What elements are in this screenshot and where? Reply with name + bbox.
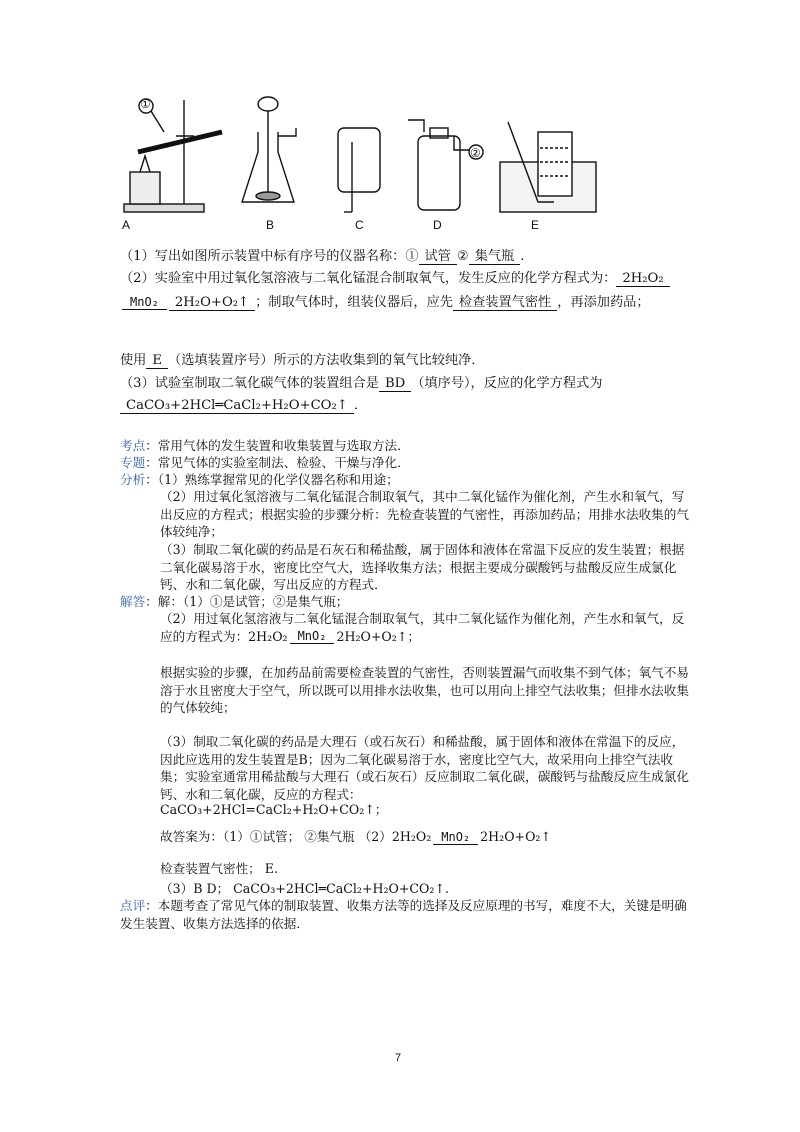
fenxi-2: （2）用过氧化氢溶液与二氧化锰混合制取氧气，其中二氧化锰作为催化剂，产生水和氧气，写出反应的方程式；根据实验的步骤分析：先检查装置的气密性，再添加药品；用排水法收集的气体较纯净； [160, 489, 689, 539]
answer-reactant: 2H₂O₂ [616, 271, 669, 287]
question-2-line1: （2）实验室中用过氧化氢溶液与二氧化锰混合制取氧气，发生反应的化学方程式为： 2H₂O₂ [120, 270, 670, 288]
answer-3-eq: CaCO₃+2HCl=CaCl₂+H₂O+CO₂↑； [160, 802, 388, 817]
final-answer-b: 检查装置气密性； E. [160, 861, 278, 876]
label-b: B [266, 218, 275, 232]
answer-e: E [146, 353, 168, 369]
page-number: 7 [395, 1052, 402, 1064]
question-3-line1: （3）试验室制取二氧化碳气体的装置组合是 BD （填序号），反应的化学方程式为 [120, 376, 603, 391]
question-3-line2: CaCO₃+2HCl═CaCl₂+H₂O+CO₂↑ ． [120, 397, 367, 415]
apparatus-c [338, 128, 380, 212]
answer-3: （3）制取二氧化碳的药品是大理石（或石灰石）和稀盐酸，属于固体和液体在常温下的反应，因此应选用的发生装置是B；因为二氧化碳易溶于水，密度比空气大，故采用向上排空气法收集；实验室通常用稀盐酸与大理石（或石灰石）反应制取二氧化碳，碳酸钙与盐酸反应生成氯化钙、水和二氧化碳，反应的方程式： [160, 734, 689, 802]
answer-check-airtight: 检查装置气密性 [453, 295, 557, 311]
kaodian: 考点：常用气体的发生装置和收集装置与选取方法． [120, 438, 410, 453]
answer-2b: 根据实验的步骤，在加药品前需要检查装置的气密性，否则装置漏气而收集不到气体；氧气不易溶于水且密度大于空气，所以既可以用排水法收集，也可以用向上排空气法收集；但排水法收集的气体较纯； [160, 665, 689, 715]
answer-gas-bottle: 集气瓶 [469, 249, 521, 265]
question-2-line2: MnO₂ 2H₂O+O₂↑ ；制取气体时，组装仪器后，应先 检查装置气密性 ，再添加药品； [120, 294, 650, 312]
question-2-line3: 使用 E （选填装置序号）所示的方法收集到的氧气比较纯净． [120, 353, 485, 368]
marker-1: ① [140, 97, 151, 111]
final-answer-c: （3）B D； CaCO₃+2HCl═CaCl₂+H₂O+CO₂↑. [160, 881, 449, 896]
comment: 点评：本题考查了常见气体的制取装置、收集方法等的选择及反应原理的书写，难度不大，关键是明确发生装置、收集方法选择的依据． [120, 898, 687, 931]
label-a: A [122, 218, 131, 232]
answer-catalyst: MnO₂ [290, 630, 335, 644]
fenxi-3: （3）制取二氧化碳的药品是石灰石和稀盐酸，属于固体和液体在常温下反应的发生装置；根据二氧化碳易溶于水，密度比空气大，选择收集方法；根据主要成分碳酸钙与盐酸反应生成氯化钙、水和二氧化碳，写出反应的方程式． [160, 542, 685, 592]
label-e: E [531, 218, 540, 232]
apparatus-b [242, 97, 296, 202]
zhuanti: 专题：常见气体的实验室制法、检验、干燥与净化． [120, 455, 410, 470]
answer-co2-equation: CaCO₃+2HCl═CaCl₂+H₂O+CO₂↑ [120, 398, 354, 414]
answer-2: （2）用过氧化氢溶液与二氧化锰混合制取氧气，其中二氧化锰作为催化剂，产生水和氧气，反应的方程式为：2H₂O₂ MnO₂ 2H₂O+O₂↑； [160, 611, 685, 644]
answer-1: 解答：解：（1）①是试管；②是集气瓶； [120, 594, 349, 609]
apparatus-figure [118, 92, 618, 232]
label-c: C [355, 218, 364, 232]
answer-test-tube: 试管 [419, 249, 457, 265]
fenxi-1: 分析：（1）熟练掌握常见的化学仪器名称和用途； [120, 472, 399, 487]
catalyst-arrow: MnO₂ [122, 296, 167, 310]
marker-2: ② [470, 146, 481, 160]
final-answer: 故答案为：（1）①试管； ②集气瓶 （2）2H₂O₂ MnO₂ 2H₂O+O₂↑ [160, 829, 552, 844]
final-catalyst: MnO₂ [433, 831, 478, 845]
question-1: （1）写出如图所示装置中标有序号的仪器名称：① 试管 ② 集气瓶 . [120, 249, 525, 264]
apparatus-e [500, 122, 596, 212]
apparatus-a [124, 99, 222, 212]
label-d: D [433, 218, 442, 232]
apparatus-d [408, 120, 483, 210]
answer-bd: BD [379, 376, 411, 392]
